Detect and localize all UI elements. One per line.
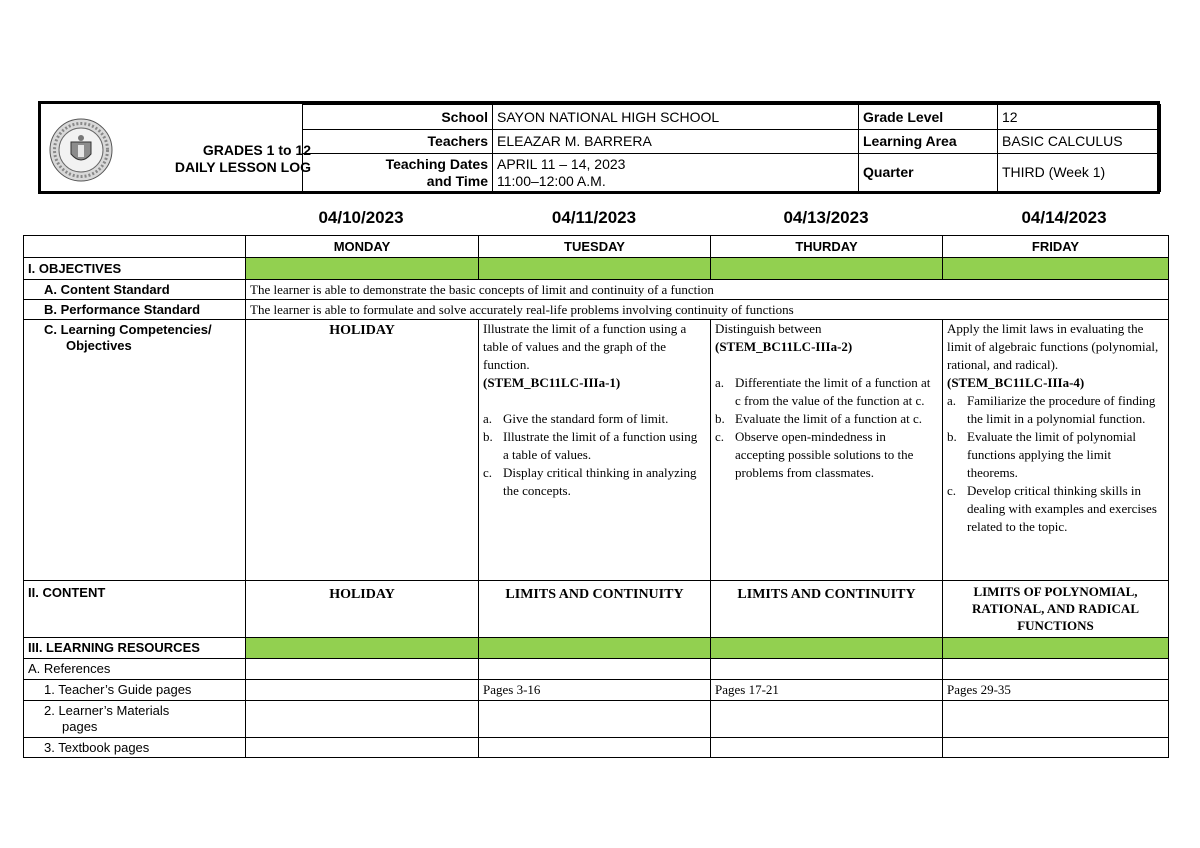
teachers-guide-friday: Pages 29-35 — [943, 680, 1169, 701]
thursday-objective-intro: Distinguish between — [715, 321, 822, 336]
friday-objective-code: (STEM_BC11LC-IIIa-4) — [947, 375, 1085, 390]
date-friday: 04/14/2023 — [1021, 208, 1107, 227]
title-line-1: GRADES 1 to 12 — [202, 142, 311, 158]
lesson-log-header — [38, 101, 1160, 194]
list-item: b. Evaluate the limit of polynomial functions applying the limit theorems. — [947, 429, 1136, 480]
teachers-guide-tuesday: Pages 3-16 — [479, 680, 711, 701]
title-line-2: DAILY LESSON LOG — [174, 159, 311, 175]
date-thursday: 04/13/2023 — [783, 208, 869, 227]
objectives-heading: I. OBJECTIVES — [24, 258, 246, 280]
content-thursday: LIMITS AND CONTINUITY — [711, 581, 943, 638]
empty-cell — [246, 701, 479, 738]
list-item: a. Familiarize the procedure of finding the limit in a polynomial function. — [947, 393, 1156, 426]
performance-standard-text: The learner is able to formulate and solve accurately real-life problems involving continuity of functions — [246, 300, 1169, 320]
teachers-guide-thursday: Pages 17-21 — [711, 680, 943, 701]
teachers-label: Teachers — [303, 130, 493, 154]
friday-objective-intro: Apply the limit laws in evaluating the limit of algebraic functions (polynomial, rational, and radical). — [947, 321, 1159, 372]
content-tuesday: LIMITS AND CONTINUITY — [479, 581, 711, 638]
thursday-objective-list — [715, 374, 938, 482]
list-item: b. Illustrate the limit of a function using a table of values. — [483, 429, 698, 462]
references-label: A. References — [24, 659, 246, 680]
teaching-dates-label-line2: and Time — [426, 172, 488, 189]
teaching-dates-label — [303, 154, 493, 192]
competencies-label — [24, 320, 246, 581]
tuesday-objective-intro: Illustrate the limit of a function using a table of values and the graph of the function. — [483, 321, 687, 372]
empty-cell — [479, 738, 711, 758]
learners-materials-label — [24, 701, 246, 738]
date-monday: 04/10/2023 — [318, 208, 404, 227]
teaching-dates-label-line1: Teaching Dates — [385, 155, 488, 172]
quarter-value: THIRD (Week 1) — [998, 154, 1161, 192]
tuesday-objective-list — [483, 410, 706, 500]
textbook-pages-label: 3. Textbook pages — [24, 738, 246, 758]
day-header-thursday: THURDAY — [711, 236, 943, 258]
thursday-objective-code: (STEM_BC11LC-IIIa-2) — [715, 339, 853, 354]
school-value: SAYON NATIONAL HIGH SCHOOL — [493, 105, 859, 130]
content-heading: II. CONTENT — [24, 581, 246, 638]
competencies-label-line2: Objectives — [66, 338, 132, 353]
objectives-green-cell — [479, 258, 711, 280]
learning-area-value: BASIC CALCULUS — [998, 130, 1161, 154]
empty-cell — [479, 701, 711, 738]
teaching-dates-value — [493, 154, 859, 192]
competencies-friday — [943, 320, 1169, 581]
lesson-log-table — [23, 235, 1169, 758]
competencies-label-line1: C. Learning Competencies/ — [44, 322, 212, 337]
teaching-dates-value-line1: APRIL 11 – 14, 2023 — [497, 155, 626, 172]
empty-cell — [246, 738, 479, 758]
learners-materials-label-line1: 2. Learner’s Materials — [44, 703, 170, 718]
objectives-green-cell — [711, 258, 943, 280]
list-item: a. Give the standard form of limit. — [483, 411, 669, 426]
date-tuesday: 04/11/2023 — [551, 208, 637, 227]
quarter-label: Quarter — [859, 154, 998, 192]
empty-cell — [479, 659, 711, 680]
list-item: c. Observe open-mindedness in accepting possible solutions to the problems from classmates. — [715, 429, 914, 480]
resources-green-cell — [943, 638, 1169, 659]
day-header-monday: MONDAY — [246, 236, 479, 258]
objectives-green-cell — [943, 258, 1169, 280]
content-standard-label: A. Content Standard — [24, 280, 246, 300]
school-label: School — [303, 105, 493, 130]
teaching-dates-value-line2: 11:00–12:00 A.M. — [497, 172, 606, 189]
teachers-guide-label: 1. Teacher’s Guide pages — [24, 680, 246, 701]
objectives-green-cell — [246, 258, 479, 280]
content-monday: HOLIDAY — [246, 581, 479, 638]
header-info-table — [302, 104, 1161, 192]
day-header-friday: FRIDAY — [943, 236, 1169, 258]
grade-level-label: Grade Level — [859, 105, 998, 130]
competencies-monday: HOLIDAY — [246, 320, 479, 581]
empty-cell — [943, 659, 1169, 680]
teachers-guide-monday — [246, 680, 479, 701]
empty-cell — [246, 659, 479, 680]
teachers-value: ELEAZAR M. BARRERA — [493, 130, 859, 154]
list-item: a. Differentiate the limit of a function at c from the value of the function at c. — [715, 375, 931, 408]
performance-standard-label: B. Performance Standard — [24, 300, 246, 320]
learning-resources-heading: III. LEARNING RESOURCES — [24, 638, 246, 659]
resources-green-cell — [711, 638, 943, 659]
list-item: c. Develop critical thinking skills in dealing with examples and exercises related to the topic. — [947, 483, 1157, 534]
list-item: b. Evaluate the limit of a function at c. — [715, 411, 922, 426]
learners-materials-label-line2: pages — [62, 719, 98, 734]
tuesday-objective-code: (STEM_BC11LC-IIIa-1) — [483, 375, 621, 390]
competencies-thursday — [711, 320, 943, 581]
resources-green-cell — [246, 638, 479, 659]
lesson-log-title — [135, 142, 311, 176]
learning-area-label: Learning Area — [859, 130, 998, 154]
friday-objective-list — [947, 392, 1164, 536]
empty-cell — [711, 738, 943, 758]
empty-cell — [943, 701, 1169, 738]
competencies-tuesday — [479, 320, 711, 581]
grade-level-value: 12 — [998, 105, 1161, 130]
content-friday: LIMITS OF POLYNOMIAL, RATIONAL, AND RADICAL FUNCTIONS — [943, 581, 1169, 638]
resources-green-cell — [479, 638, 711, 659]
content-standard-text: The learner is able to demonstrate the basic concepts of limit and continuity of a function — [246, 280, 1169, 300]
corner-cell — [24, 236, 246, 258]
empty-cell — [711, 659, 943, 680]
empty-cell — [711, 701, 943, 738]
deped-seal-icon — [49, 118, 113, 182]
empty-cell — [943, 738, 1169, 758]
list-item: c. Display critical thinking in analyzing the concepts. — [483, 465, 697, 498]
day-header-tuesday: TUESDAY — [479, 236, 711, 258]
